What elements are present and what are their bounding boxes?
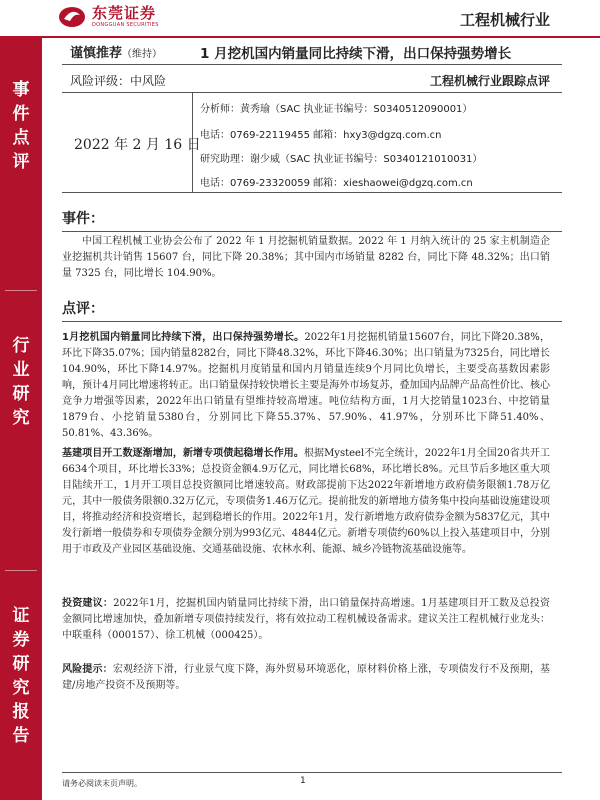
- report-title: 1 月挖机国内销量同比持续下滑，出口保持强势增长: [200, 46, 512, 62]
- paragraph-lead: 1月挖机国内销量同比持续下滑，出口保持强势增长。: [62, 332, 305, 343]
- assistant-contact: 电话：0769-23320059 邮箱：xieshaowei@dgzq.com.cn: [200, 178, 473, 189]
- footer-divider: [62, 772, 562, 773]
- sidebar-divider: [5, 570, 37, 571]
- risk-rating: 风险评级：中风险: [70, 74, 167, 88]
- rating: [70, 42, 162, 61]
- assistant-info: 研究助理：谢少威（SAC 执业证书编号：S0340121010031）: [200, 154, 483, 165]
- comment-heading: 点评：: [62, 301, 104, 317]
- industry-label: 工程机械行业: [459, 11, 550, 29]
- paragraph-body: 2022年1月，挖掘机国内销量同比持续下滑，出口销量保持高增速。1月基建项目开工数及总投资金额同比增速加快，叠加新增专项债持续发行，将有效拉动工程机械设备需求。建议关注工程机械行业龙头：中联重科（000157）、徐工机械（000425）。: [62, 598, 550, 641]
- footer-disclaimer: 请务必阅读末页声明。: [62, 779, 142, 788]
- paragraph-lead: 投资建议：: [62, 598, 114, 609]
- sidebar-divider: [5, 290, 37, 291]
- left-sidebar: [0, 38, 42, 800]
- event-paragraph: 中国工程机械工业协会公布了 2022 年 1 月挖掘机销量数据。2022 年 1 月纳入统计的 25 家主机制造企业挖掘机共计销售 15607 台，同比下降 20.38%；其中国内市场销量 8282 台，同比下降 48.32%；出口销量 7325 台，同比增长 104.90%。: [62, 236, 550, 279]
- analyst-info: 分析师：黄秀瑜（SAC 执业证书编号：S0340512090001）: [200, 104, 473, 115]
- report-date: 2022 年 2 月 16 日: [74, 137, 201, 153]
- analyst-contact: 电话：0769-22119455 邮箱：hxy3@dgzq.com.cn: [200, 130, 442, 141]
- comment-paragraph-3: [62, 596, 550, 644]
- divider: [62, 92, 562, 93]
- divider: [62, 192, 562, 193]
- paragraph-body: 根据Mysteel不完全统计，2022年1月全国20省共开工6634个项目，环比增长33%；总投资金额4.9万亿元，同比增长68%，环比增长8%。元旦节后多地区重大项目陆续开工，1月开工项目总投资额同比增速较高。财政部提前下达2022年新增地方政府债务限额1.78万亿元，其中一般债务限额0.32万亿元，专项债务1.46万亿元。提前批发的新增地方债务集中投向基础设施建设项目，将推动经济和投资增长，起到稳增长的作用。2022年1月，发行新增地方政府债券金额为5837亿元，其中发行新增一般债券和专项债券金额分别为993亿元、4844亿元。新增专项债约60%以上投入基建项目中，分别用于市政及产业园区基础设施、交通基础设施、农林水利、能源、城乡冷链物流基础设施等。: [62, 448, 551, 555]
- report-subtitle: 工程机械行业跟踪点评: [429, 74, 550, 88]
- logo-icon: [58, 5, 86, 29]
- rating-note: （维持）: [122, 49, 163, 60]
- logo-name-en: DONGGUAN SECURITIES: [92, 22, 159, 28]
- logo-name-cn: 东莞证券: [92, 4, 157, 22]
- rating-label: 谨慎推荐: [70, 46, 123, 61]
- comment-paragraph-2: [62, 446, 550, 558]
- comment-paragraph-1: [62, 330, 550, 442]
- comment-section-header: [62, 298, 562, 322]
- brand-logo: [58, 4, 159, 29]
- divider: [62, 64, 562, 65]
- page-header: [0, 0, 600, 38]
- sidebar-label-industry-research: 行 业 研 究: [12, 336, 30, 428]
- event-heading: 事件：: [62, 211, 104, 227]
- paragraph-body: 2022年1月挖掘机销量15607台，同比下降20.38%，环比下降35.07%；国内销量8282台，同比下降48.32%，环比下降46.30%；出口销量为7325台，同比增长104.90%，环比下降14.97%。挖掘机月度销量和国内月销量连续9个月同比负增长，主要受高基数因素影响，预计4月同比增速将转正。出口销量保持较快增长主要是海外市场复苏，叠加国内品牌产品高性价比、核心竞争力增强等因素，2022年出口销量有望维持较高增速。吨位结构方面，1月大挖销量1023台、中挖销量1879台、小挖销量5380台，分别同比下降55.37%、57.90%、41.97%，分别环比下降51.40%、50.81%、43.36%。: [62, 332, 550, 439]
- sidebar-label-event-comment: 事 件 点 评: [12, 80, 30, 172]
- paragraph-body: 宏观经济下滑，行业景气度下降，海外贸易环境恶化，原材料价格上涨，专项债发行不及预期，基建/房地产投资不及预期等。: [62, 664, 551, 691]
- paragraph-lead: 基建项目开工数逐渐增加，新增专项债起稳增长作用。: [62, 448, 304, 459]
- comment-paragraph-4: [62, 662, 550, 694]
- sidebar-label-securities-report: 证 券 研 究 报 告: [12, 606, 30, 746]
- page-number: 1: [300, 776, 306, 786]
- event-section-header: [62, 208, 562, 232]
- paragraph-lead: 风险提示：: [62, 664, 113, 675]
